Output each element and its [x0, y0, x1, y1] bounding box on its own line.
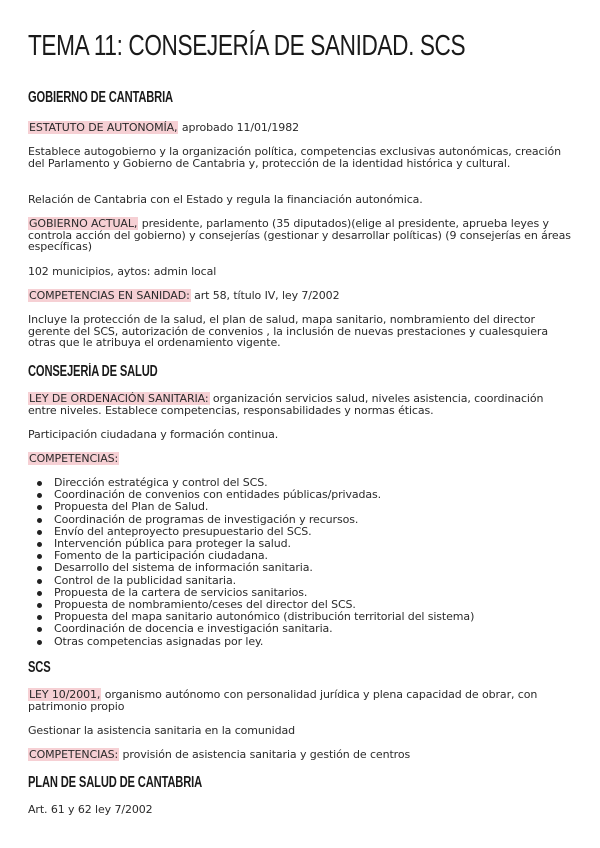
highlight-competencias-sanidad: COMPETENCIAS EN SANIDAD:: [29, 289, 190, 302]
highlight-competencias-consejeria: COMPETENCIAS:: [29, 452, 119, 465]
paragraph-articulo: Art. 61 y 62 ley 7/2002: [28, 803, 153, 816]
paragraph-competencias-consejeria: [28, 453, 573, 465]
list-item: Propuesta del Plan de Salud.: [28, 501, 573, 513]
paragraph-ley-ordenacion: [28, 393, 573, 416]
paragraph-estatuto: [28, 122, 573, 134]
competencias-list: [28, 477, 573, 648]
ley-scs-text: organismo autónomo con personalidad jurídica y plena capacidad de obrar, con patrimonio propio: [28, 688, 538, 713]
paragraph-incluye: Incluye la protección de la salud, el plan de salud, mapa sanitario, nombramiento del director gerente del SCS, autorización de convenios , la inclusión de nuevas prestaciones y cualesquiera otras que le atribuya el ordenamiento vigente.: [28, 313, 548, 349]
estatuto-text: aprobado 11/01/1982: [178, 121, 300, 134]
list-item: Fomento de la participación ciudadana.: [28, 550, 573, 562]
highlight-estatuto: ESTATUTO DE AUTONOMÍA,: [29, 121, 178, 134]
competencias-scs-text: provisión de asistencia sanitaria y gestión de centros: [119, 748, 411, 761]
paragraph-competencias-sanidad: [28, 290, 573, 302]
highlight-ley-scs: LEY 10/2001,: [29, 688, 101, 701]
paragraph-gobierno-actual: [28, 218, 573, 253]
ley-ordenacion-text: organización servicios salud, niveles asistencia, coordinación entre niveles. Establece competencias, responsabilidades y normas éticas.: [28, 392, 544, 417]
list-item: Propuesta del mapa sanitario autonómico (distribución territorial del sistema): [28, 611, 573, 623]
paragraph-competencias-scs: [28, 749, 573, 761]
page-title: TEMA 11: CONSEJERÍA DE SANIDAD. SCS: [28, 30, 466, 62]
list-item: Propuesta de nombramiento/ceses del director del SCS.: [28, 599, 573, 611]
paragraph-ley-scs: [28, 689, 573, 712]
paragraph-gestionar: Gestionar la asistencia sanitaria en la comunidad: [28, 724, 295, 737]
heading-consejeria: CONSEJERÍA DE SALUD: [28, 363, 158, 380]
list-item: Propuesta de la cartera de servicios sanitarios.: [28, 587, 573, 599]
competencias-sanidad-text: art 58, título IV, ley 7/2002: [190, 289, 340, 302]
list-item: Otras competencias asignadas por ley.: [28, 636, 573, 648]
highlight-competencias-scs: COMPETENCIAS:: [29, 748, 119, 761]
list-item: Intervención pública para proteger la salud.: [28, 538, 573, 550]
list-item: Envío del anteproyecto presupuestario del SCS.: [28, 526, 573, 538]
paragraph-relacion: Relación de Cantabria con el Estado y regula la financiación autonómica.: [28, 193, 423, 206]
list-item: Coordinación de docencia e investigación sanitaria.: [28, 623, 573, 635]
highlight-ley-ordenacion: LEY DE ORDENACIÓN SANITARIA:: [29, 392, 209, 405]
gobierno-actual-text: presidente, parlamento (35 diputados)(elige al presidente, aprueba leyes y controla acción del gobierno) y consejerías (gestionar y desarrollar políticas) (9 consejerías en áreas específicas): [28, 217, 571, 253]
heading-scs: SCS: [28, 659, 51, 676]
heading-gobierno: GOBIERNO DE CANTABRIA: [28, 89, 173, 106]
list-item: Dirección estratégica y control del SCS.: [28, 477, 573, 489]
paragraph-estatuto-desc: Establece autogobierno y la organización política, competencias exclusivas autonómicas, creación del Parlamento y Gobierno de Cantabria y, protección de la identidad histórica y cultural.: [28, 145, 561, 170]
list-item: Control de la publicidad sanitaria.: [28, 575, 573, 587]
paragraph-municipios: 102 municipios, aytos: admin local: [28, 265, 217, 278]
list-item: Coordinación de programas de investigación y recursos.: [28, 514, 573, 526]
list-item: Coordinación de convenios con entidades públicas/privadas.: [28, 489, 573, 501]
heading-plan-salud: PLAN DE SALUD DE CANTABRIA: [28, 774, 202, 791]
list-item: Desarrollo del sistema de información sanitaria.: [28, 562, 573, 574]
highlight-gobierno-actual: GOBIERNO ACTUAL,: [29, 217, 138, 230]
paragraph-participacion: Participación ciudadana y formación continua.: [28, 428, 279, 441]
